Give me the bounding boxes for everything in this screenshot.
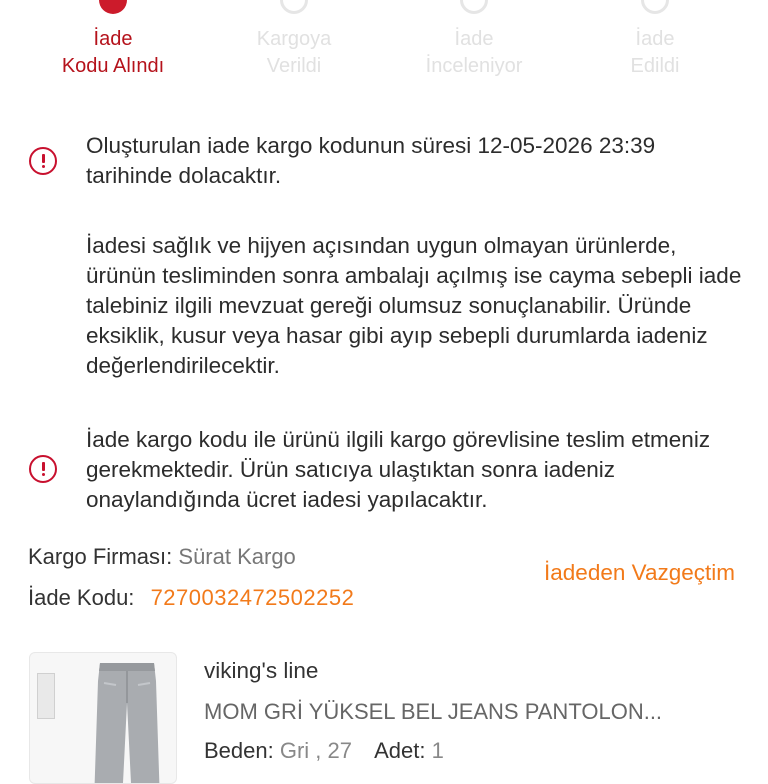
quantity-value: 1 [431, 738, 444, 763]
product-image[interactable] [29, 652, 177, 784]
product-brand: viking's line [204, 658, 319, 683]
step-label-line2: Edildi [630, 55, 680, 77]
info-icon [29, 147, 57, 175]
step-label [214, 26, 374, 80]
step-label-line1: Kargoya [256, 28, 332, 50]
step-inactive-dot [641, 0, 669, 14]
carrier-value: Sürat Kargo [178, 544, 296, 569]
size-value: Gri , 27 [279, 738, 352, 763]
quantity-label: Adet: [374, 738, 426, 763]
step-label [33, 26, 193, 80]
expiry-notice-text: Oluşturulan iade kargo kodunun süresi 12-05-2026 23:39 tarihinde dolacaktır. [86, 133, 656, 188]
info-icon [29, 455, 57, 483]
return-code-row [28, 583, 354, 613]
delivery-notice-text: İade kargo kodu ile ürünü ilgili kargo görevlisine teslim etmeniz gerekmektedir. Ürün satıcıya ulaştıktan sonra iadeniz onaylandığında ücret iadesi yapılacaktır. [86, 427, 711, 512]
carrier-label: Kargo Firması: [28, 544, 173, 569]
step-label-line2: Kodu Alındı [61, 55, 165, 77]
carrier-row [28, 542, 296, 572]
step-inactive-dot [460, 0, 488, 14]
product-variant-row [204, 738, 444, 764]
step-label-line1: İade [93, 28, 133, 50]
step-label-line2: Verildi [266, 55, 322, 77]
cancel-return-link[interactable]: İadeden Vazgeçtim [544, 560, 735, 585]
step-label-line2: İnceleniyor [425, 55, 523, 77]
step-label-line1: İade [454, 28, 494, 50]
size-label: Beden: [204, 738, 274, 763]
product-name[interactable]: MOM GRİ YÜKSEL BEL JEANS PANTOLON... [204, 699, 663, 724]
step-label [575, 26, 735, 80]
return-code-label: İade Kodu: [28, 585, 135, 610]
return-status-stepper [0, 0, 768, 90]
hygiene-notice-text: İadesi sağlık ve hijyen açısından uygun olmayan ürünlerde, ürünün tesliminden sonra ambalajı açılmış ise cayma sebepli iade talebiniz ilgili mevzuat gereği olumsuz sonuçlanabilir. Üründe eksiklik, kusur veya hasar gibi ayıp sebepli durumlarda iadeniz değerlendirilecektir. [86, 233, 742, 378]
step-label [394, 26, 554, 80]
step-label-line1: İade [635, 28, 675, 50]
jeans-image [90, 663, 164, 784]
step-active-dot [99, 0, 127, 14]
price-tag-icon [37, 673, 55, 719]
step-inactive-dot [280, 0, 308, 14]
return-code-value[interactable]: 7270032472502252 [150, 585, 355, 610]
